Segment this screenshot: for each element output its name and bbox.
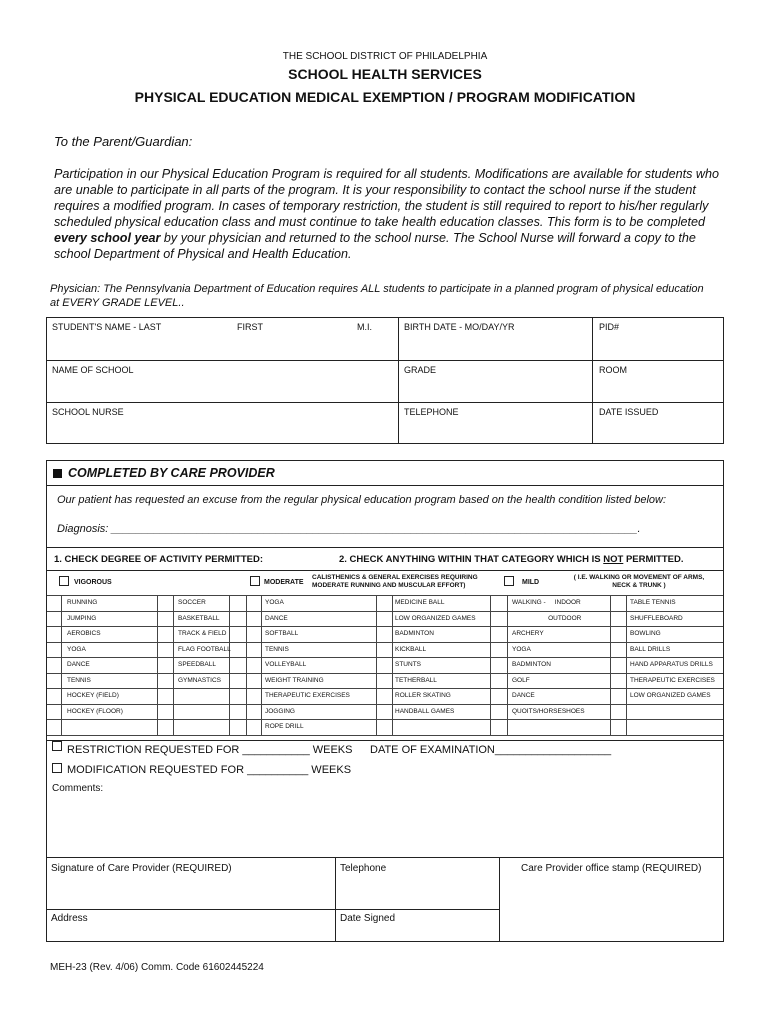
activity-item: BADMINTON <box>512 661 551 668</box>
activity-item: SPEEDBALL <box>178 661 216 668</box>
moderate-checkbox[interactable] <box>250 576 260 586</box>
grid-line <box>47 673 723 674</box>
care-provider-section <box>46 460 724 756</box>
telephone-label: TELEPHONE <box>404 407 459 417</box>
signature-label[interactable]: Signature of Care Provider (REQUIRED) <box>51 863 232 874</box>
modification-request[interactable]: MODIFICATION REQUESTED FOR __________ WEEKS <box>67 764 352 776</box>
student-info-box <box>46 317 724 444</box>
activity-item: HAND APPARATUS DRILLS <box>630 661 713 668</box>
grid-line <box>47 626 723 627</box>
activity-item: HOCKEY (FIELD) <box>67 692 119 699</box>
activity-item: YOGA <box>67 645 86 653</box>
vigorous-label: VIGOROUS <box>74 579 112 586</box>
physician-note: Physician: The Pennsylvania Department of Education requires ALL students to participate in a planned program of physical education at EVERY GRADE LEVEL.. <box>50 283 704 309</box>
form-code-footer: MEH-23 (Rev. 4/06) Comm. Code 61602445224 <box>50 962 264 973</box>
provider-telephone-label[interactable]: Telephone <box>340 863 387 874</box>
activity-item: BOWLING <box>630 630 661 637</box>
office-stamp-label: Care Provider office stamp (REQUIRED) <box>521 863 702 874</box>
activity-item: MEDICINE BALL <box>395 599 445 606</box>
activity-item: WEIGHT TRAINING <box>265 676 324 684</box>
district-name: THE SCHOOL DISTRICT OF PHILADELPHIA <box>282 51 488 62</box>
grid-line <box>47 719 723 720</box>
activity-item: THERAPEUTIC EXERCISES <box>265 692 350 699</box>
activity-item: TENNIS <box>67 676 91 684</box>
mild-label: MILD <box>522 579 540 586</box>
grid-line <box>47 735 723 736</box>
activity-item: GYMNASTICS <box>178 676 221 684</box>
comments-label: Comments: <box>52 783 104 794</box>
activity-item: DANCE <box>67 661 90 668</box>
grid-line <box>47 704 723 705</box>
moderate-description: CALISTHENICS & GENERAL EXERCISES REQUIRING MODERATE RUNNING AND MUSCULAR EFFORT) <box>312 574 478 589</box>
activity-item: HANDBALL GAMES <box>395 707 455 715</box>
activity-item: ARCHERY <box>512 630 544 637</box>
birth-date-label: BIRTH DATE - MO/DAY/YR <box>404 322 515 332</box>
grid-line <box>47 611 723 612</box>
activity-grid <box>47 595 723 735</box>
activity-item: JOGGING <box>265 707 295 715</box>
activity-item: HOCKEY (FLOOR) <box>67 707 123 715</box>
grade-label: GRADE <box>404 365 437 375</box>
grid-line <box>47 657 723 658</box>
activity-item: TETHERBALL <box>395 676 437 684</box>
activity-item: JUMPING <box>67 614 97 622</box>
activity-item: GOLF <box>512 676 530 684</box>
activity-item: LOW ORGANIZED GAMES <box>395 614 476 622</box>
activity-item: SOFTBALL <box>265 630 299 637</box>
activity-item: QUOITS/HORSESHOES <box>512 707 585 715</box>
activity-item: BADMINTON <box>395 630 434 637</box>
mild-description: ( I.E. WALKING OR MOVEMENT OF ARMS, NECK & TRUNK ) <box>573 574 705 589</box>
address-label[interactable]: Address <box>51 913 88 924</box>
activity-item: DANCE <box>265 614 288 622</box>
first-name-label: FIRST <box>237 322 263 332</box>
step2-instruction: 2. CHECK ANYTHING WITHIN THAT CATEGORY WHICH IS NOT PERMITTED. <box>339 554 684 565</box>
activity-item: RUNNING <box>67 599 98 606</box>
mi-label: M.I. <box>357 322 372 332</box>
activity-item: ROLLER SKATING <box>395 692 451 699</box>
grid-line <box>47 595 723 596</box>
activity-item: THERAPEUTIC EXERCISES <box>630 676 715 684</box>
vigorous-checkbox[interactable] <box>59 576 69 586</box>
activity-item: VOLLEYBALL <box>265 661 307 668</box>
modification-checkbox[interactable] <box>52 763 62 773</box>
activity-item: STUNTS <box>395 661 421 668</box>
grid-line <box>47 688 723 689</box>
form-title: SCHOOL HEALTH SERVICES <box>288 66 482 82</box>
school-nurse-label: SCHOOL NURSE <box>52 407 124 417</box>
instructions-row <box>47 547 723 571</box>
intro-paragraph: Participation in our Physical Education Program is required for all students. Modifications are available for students who are unable to participate in all parts of the program. It is your responsibility to contact the school nurse if the student requires a modified program. In cases of temporary restriction, the student is still required to report to his/her regularly scheduled physical education class and must continue to take health education classes. This form is to be completed every school year by your physician and returned to the school nurse. The School Nurse will forward a copy to the school Department of Physical and Health Education. <box>54 167 720 261</box>
activity-item: FLAG FOOTBALL <box>178 645 231 653</box>
filled-square-icon <box>53 469 62 478</box>
activity-item: SHUFFLEBOARD <box>630 614 683 622</box>
activity-item: LOW ORGANIZED GAMES <box>630 692 711 699</box>
grid-line <box>47 642 723 643</box>
activity-item: SOCCER <box>178 599 206 606</box>
restriction-request[interactable]: RESTRICTION REQUESTED FOR ___________ WEEKS <box>67 744 353 756</box>
activity-item: KICKBALL <box>395 645 427 653</box>
activity-item: DANCE <box>512 692 535 699</box>
activity-item: WALKING - INDOOR <box>512 599 581 606</box>
activity-item: YOGA <box>512 645 531 653</box>
care-header <box>47 461 723 486</box>
activity-item: TENNIS <box>265 645 289 653</box>
excuse-text: Our patient has requested an excuse from the regular physical education program based on the health condition listed below: <box>57 494 667 506</box>
date-signed-label[interactable]: Date Signed <box>340 913 396 924</box>
activity-item: TRACK & FIELD <box>178 630 227 637</box>
care-title: COMPLETED BY CARE PROVIDER <box>68 466 275 480</box>
school-name-label: NAME OF SCHOOL <box>52 365 134 375</box>
activity-item: TABLE TENNIS <box>630 599 676 606</box>
salutation: To the Parent/Guardian: <box>54 134 193 149</box>
form-subtitle: PHYSICAL EDUCATION MEDICAL EXEMPTION / PROGRAM MODIFICATION <box>134 89 636 105</box>
activity-item: BALL DRILLS <box>630 645 671 653</box>
diagnosis-field[interactable]: Diagnosis: ______________________________________________________________________________________. <box>57 523 641 535</box>
moderate-label: MODERATE <box>264 579 304 586</box>
exam-date-field[interactable]: DATE OF EXAMINATION___________________ <box>370 744 612 756</box>
activity-item: BASKETBALL <box>178 614 220 622</box>
mild-checkbox[interactable] <box>504 576 514 586</box>
room-label: ROOM <box>599 365 627 375</box>
activity-item: ROPE DRILL <box>265 723 304 730</box>
signature-section <box>46 741 724 942</box>
activity-item: OUTDOOR <box>512 614 582 622</box>
pid-label: PID# <box>599 322 620 332</box>
step1-instruction: 1. CHECK DEGREE OF ACTIVITY PERMITTED: <box>54 554 264 565</box>
date-issued-label: DATE ISSUED <box>599 407 659 417</box>
student-name-last-label: STUDENT'S NAME - LAST <box>52 322 162 332</box>
activity-item: YOGA <box>265 599 284 606</box>
activity-item: AEROBICS <box>67 630 101 637</box>
